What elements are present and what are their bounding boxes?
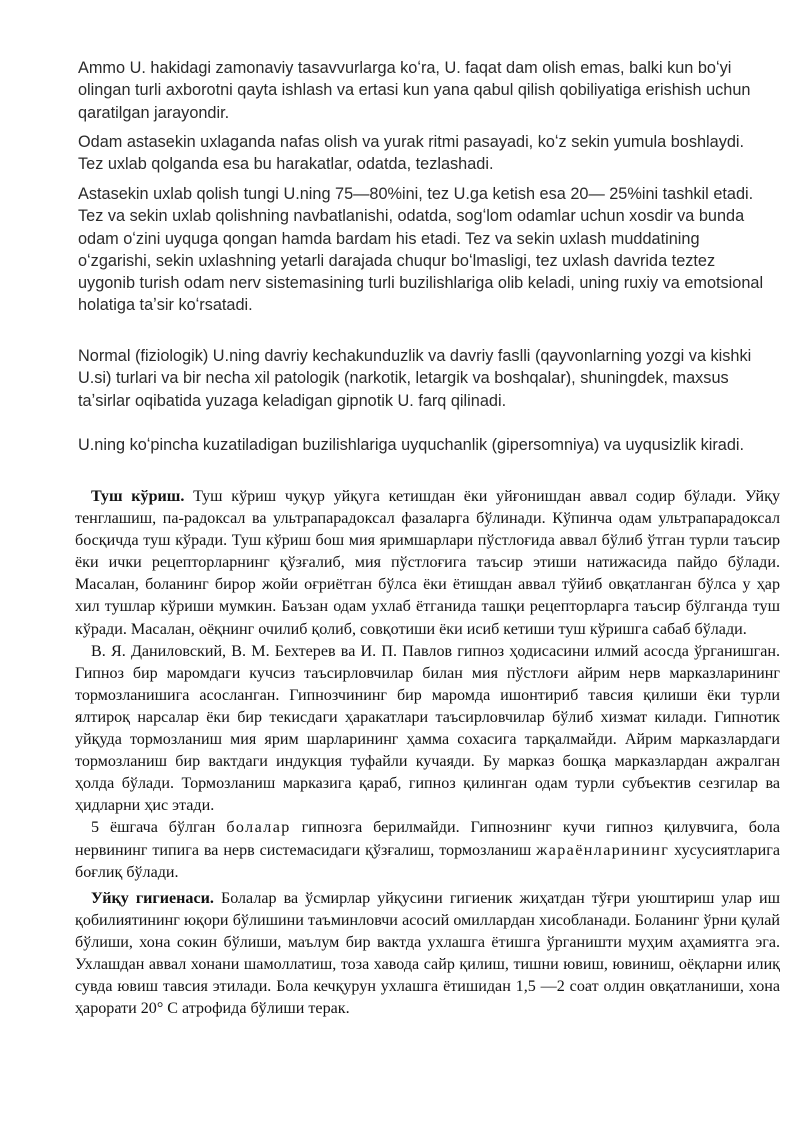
- sleep-hygiene-text: Болалар ва ўсмирлар уйқусини гигиеник жиҳатдан тўғри уюштириш улар иш қобилиятининг юқори бўлишини таъминловчи асосий омиллардан хисобланади. Боланинг ўрни қулай бўлиши, хона сокин бўлиши, маълум бир вактда ухлашга ётишга ўрганишти муҳим аҳамиятга эга. Ухлашдан аввал хонани шамоллатиш, тоза хавода сайр қилиш, тишни ювиш, ювиниш, оёқларни илиқ сувда ювиш тавсия этилади. Бола кечқурун ухлашга ётишидан 1,5 —2 соат олдин овқатланиши, хона ҳарорати 20° С атрофида бўлиши терак.: [75, 889, 780, 1018]
- paragraph-sleep-phases: Astasekin uxlab qolish tungi U.ning 75—80%ini, tez U.ga ketish esa 20— 25%ini tashkil etadi. Tez va sekin uxlab qolishning navbatlanishi, odatda, sogʻlom odamlar uchun xosdir va bunda odam oʻzini uyquga qongan hamda bardam his etadi. Tez va sekin uxlash muddatining oʻzgarishi, sekin uxlashning yetarli darajada chuqur boʻlmasligi, tez uxlash davrida teztez uygonib turish odam nerv sistemasining turli buzilishlariga olib keladi, uning ruxiy va emotsional holatiga taʼsir koʻrsatadi.: [78, 185, 764, 315]
- hypnosis-children-text-b: гипнозга берилмайди. Гипнознинг кучи гипноз қилувчига, бола нервининг типига ва нерв системасидаги қўзғалиш, тормозланиш: [75, 819, 780, 859]
- hypnosis-children-text-c: хусусиятларига боғлиқ бўлади.: [75, 841, 780, 881]
- dreaming-text: Туш кўриш чуқур уйқуга кетишдан ёки уйғонишдан аввал содир бўлади. Уйқу тенглашиш, па-радоксал ва ультрапарадоксал фазаларга бўлинади. Кўпинча одам ультрапарадоксал босқичда туш кўради. Туш кўриш бош мия яримшарлари пўстлоғида аввал бўлиб ўтган турли таъсир ёки ички рецепторларнинг қўзғалиб, мия пўстлоғига таъсир этиши натижасида пайдо бўлади. Масалан, боланинг бирор жойи оғриётган бўлса ёки ётишдан аввал тўйиб овқатланган бўлса у ҳар хил тушлар кўриши мумкин. Баъзан одам ухлаб ётганида ташқи рецепторларга таъсир бўлганда туш кўради. Масалан, оёқнинг очилиб қолиб, совқотиши ёки исиб кетиши туш кўришга сабаб бўлади.: [75, 488, 781, 638]
- paragraph-dreaming: [75, 486, 780, 641]
- paragraph-sleep-hygiene: [75, 888, 780, 1021]
- paragraph-sleep-modern-view: Ammo U. hakidagi zamonaviy tasavvurlarga koʻra, U. faqat dam olish emas, balki kun boʻyi olingan turli axborotni qayta ishlash va ertasi kun yana qabul qilish qobiliyatiga erishish uchun qaratilgan jarayondir.: [78, 59, 751, 122]
- hypnosis-children-spaced-a: болалар: [226, 819, 291, 837]
- hypnosis-children-spaced-b: жараёнларининг: [536, 841, 670, 859]
- paragraph-sleep-disorders: U.ning koʻpincha kuzatiladigan buzilishlariga uyquchanlik (gipersomniya) va uyqusizlik kiradi.: [78, 436, 745, 454]
- cyrillic-text-block: [75, 486, 780, 1020]
- paragraph-sleep-rhythm: Odam astasekin uxlaganda nafas olish va yurak ritmi pasayadi, koʻz sekin yumula boshlaydi. Tez uxlab qolganda esa bu harakatlar, odatda, tezlashadi.: [78, 133, 745, 174]
- paragraph-hypnosis-children: [75, 817, 780, 883]
- heading-sleep-hygiene: Уйқу гигиенаси.: [91, 889, 214, 907]
- heading-dreaming: Туш кўриш.: [91, 488, 185, 505]
- paragraph-hypnosis: В. Я. Даниловский, В. М. Бехтерев ва И. П. Павлов гипноз ҳодисасини илмий асосда ўрганишган. Гипноз бир маромдаги кучсиз таъсирловчилар билан мия пўстлоғи айрим нерв марказларининг тормозланишига асосланган. Гипнозчининг бир маромда ишонтириб тавсия қилиши ёки турли ялтироқ нарсалар ёки бир текисдаги ҳаракатлари таъсирловчилар бўлиб хизмат килади. Гипнотик уйқуда тормозланиш мия ярим шарларининг ҳамма сохасига тарқалмайди. Айрим марказлардаги тормозланиш бир вактдаги индукция туфайли кучаяди. Бу марказ бошқа марказлардан ажралган ҳолда бўлади. Тормозланиш марказига қараб, гипноз қилинган одам турли субъектив сезгилар ва ҳидларни ҳис этади.: [75, 642, 780, 815]
- paragraph-sleep-types: Normal (fiziologik) U.ning davriy kechakunduzlik va davriy faslli (qayvonlarning yozgi va kishki U.si) turlari va bir necha xil patologik (narkotik, letargik va boshqalar), shuningdek, maxsus taʼsirlar oqibatida yuzaga keladigan gipnotik U. farq qilinadi.: [78, 347, 752, 410]
- hypnosis-children-text-a: 5 ёшгача бўлган: [91, 819, 227, 837]
